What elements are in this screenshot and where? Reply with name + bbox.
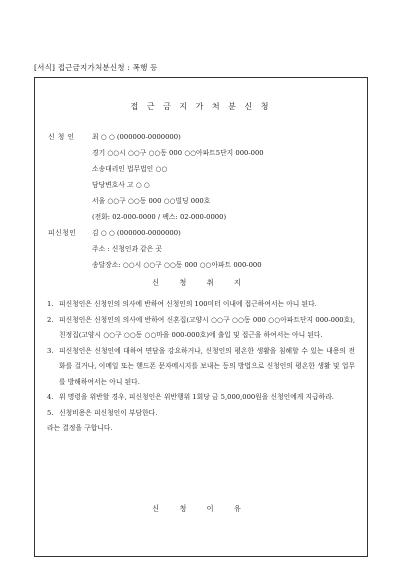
purpose-heading: 신 청 취 지: [152, 278, 250, 287]
applicant-address: 경기 ○○시 ○○구 ○○동 000 ○○아파트5단지 000-000: [92, 149, 264, 157]
purpose-item: [47, 390, 355, 406]
document-frame: [34, 77, 368, 557]
purpose-item-text: 피신청인은 신청인의 의사에 반하여 신혼집(고양시 ○○구 ○○동 000 ○○아파트단지 000-000호), 친정집(고양시 ○○구 ○○동 ○○마을 000-000호)에 출입 및 접근을 하여서는 아니 된다.: [59, 315, 355, 339]
document-title: 접 근 금 지 가 처 분 신 청: [130, 102, 272, 111]
respondent-address: 주소 : 신청인과 같은 곳: [92, 245, 163, 253]
purpose-item: [47, 297, 355, 313]
purpose-item-text: 피신청인은 신청인에 대하여 면담을 강요하거나, 신청인의 평온한 생활을 침해할 수 있는 내용의 전화를 걸거나, 이메일 또는 핸드폰 문자메시지를 보내는 등의 방법으로 신청인의 평온한 생활 및 업무를 방해하여서는 아니 된다.: [59, 346, 355, 386]
closing-statement: 라는 결정을 구합니다.: [47, 424, 113, 432]
purpose-item: [47, 406, 355, 422]
purpose-item-number: 1.: [47, 300, 54, 308]
purpose-item-number: 3.: [47, 346, 54, 355]
purpose-item-text: 피신청인은 신청인의 의사에 반하여 신청인의 100미터 이내에 접근하여서는 아니 된다.: [59, 300, 317, 308]
applicant-name: 최 ○ ○ (000000-0000000): [92, 133, 181, 141]
attorney-firm: 소송대리인 법무법인 ○○: [92, 165, 168, 173]
purpose-item: [47, 313, 355, 344]
attorney-name: 담당변호사 고 ○ ○: [92, 181, 150, 189]
applicant-label: 신 청 인: [48, 133, 75, 141]
form-caption: [서식] 접근금지가처분신청 : 폭행 등: [34, 63, 158, 72]
purpose-item: [47, 344, 355, 391]
purpose-item-number: 2.: [47, 315, 54, 324]
purpose-item-text: 위 명령을 위반할 경우, 피신청인은 위반행위 1회당 금 5,000,000원을 신청인에게 지급하라.: [59, 393, 334, 401]
purpose-item-number: 5.: [47, 408, 54, 417]
respondent-label: 피신청인: [48, 229, 77, 237]
respondent-name: 김 ○ ○ (000000-0000000): [92, 229, 181, 237]
reasons-heading: 신 청 이 유: [152, 504, 250, 513]
respondent-service-address: 송달장소: ○○시 ○○구 ○○동 000 ○○아파트 000-000: [92, 261, 262, 269]
purpose-list: [47, 297, 355, 437]
purpose-item-number: 4.: [47, 393, 54, 401]
attorney-address: 서울 ○○구 ○○동 000 ○○빌딩 000호: [92, 197, 211, 205]
attorney-contact: (전화: 02-000-0000 / 팩스: 02-000-0000): [92, 213, 227, 221]
purpose-item-text: 신청비용은 피신청인이 부담한다.: [59, 408, 158, 417]
